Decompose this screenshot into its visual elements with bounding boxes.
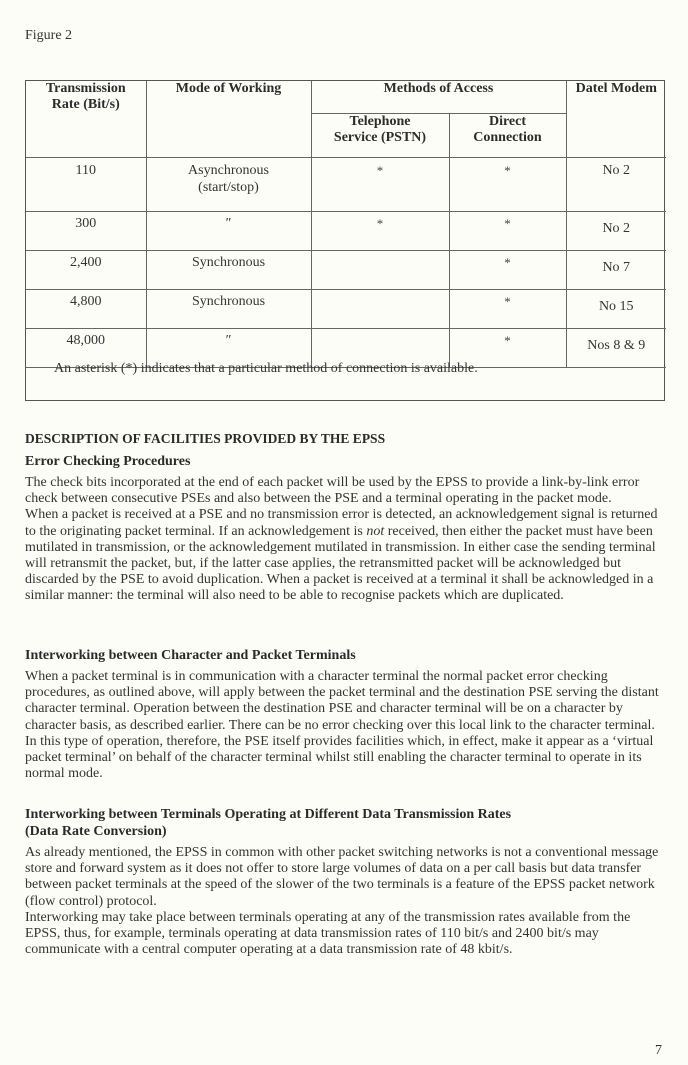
header-direct-connection [449, 114, 566, 158]
paragraph: As already mentioned, the EPSS in common with other packet switching networks is not a conventional message store and forward system as it does not offer to store large volumes of data on a per call basis but data transfer between packet terminals at the speed of the slower of the two terminals is a feature of the EPSS packet network (flow control) protocol. [25, 845, 659, 909]
cell-rate: 110 [26, 158, 146, 212]
header-rate-line1: Transmission [45, 81, 126, 96]
figure-label: Figure 2 [25, 28, 73, 43]
main-heading: DESCRIPTION OF FACILITIES PROVIDED BY THE EPSS [25, 431, 386, 446]
section-body [25, 669, 665, 782]
cell-rate: 2,400 [26, 251, 146, 290]
header-transmission-rate [26, 81, 146, 158]
section-data-rate-conversion [25, 806, 665, 958]
table-footnote: An asterisk (*) indicates that a particular method of connection is available. [54, 361, 478, 376]
section-heading: Interworking between Character and Packet Terminals [25, 648, 356, 663]
section-body [25, 475, 665, 605]
cell-mode: ″ [146, 212, 311, 251]
cell-direct: * [449, 290, 566, 329]
header-telephone-line1: Telephone [349, 114, 411, 129]
section-heading-line2: (Data Rate Conversion) [25, 824, 167, 839]
emphasis-text: not [366, 523, 385, 539]
cell-mode [146, 158, 311, 212]
cell-datel: Nos 8 & 9 [566, 329, 666, 368]
cell-datel: No 7 [566, 251, 666, 290]
header-rate-line2: Rate (Bit/s) [51, 97, 120, 112]
paragraph-text: When a packet is received at a PSE and no transmission error is detected, an acknowledgement signal is returned to the originating packet terminal. If an acknowledgement is [25, 507, 658, 539]
header-datel-modem: Datel Modem [566, 81, 666, 158]
access-table-grid [26, 81, 666, 368]
paragraph [25, 507, 665, 604]
cell-telephone: * [311, 212, 449, 251]
cell-mode-line1: Asynchronous [188, 163, 269, 178]
cell-mode: Synchronous [146, 251, 311, 290]
paragraph: Interworking may take place between terminals operating at any of the transmission rates available from the EPSS, thus, for example, terminals operating at data transmission rates of 110 bit/s and 2400 bit/s may communicate with a central computer operating at a data transmission rate of 48 kbit/s. [25, 909, 631, 958]
section-error-checking [25, 453, 665, 605]
cell-direct: * [449, 329, 566, 368]
section-heading: Error Checking Procedures [25, 454, 191, 469]
header-telephone-service [311, 114, 449, 158]
paragraph: When a packet terminal is in communication with a character terminal the normal packet error checking procedures, as outlined above, will apply between the packet terminal and the destination PSE serving the distant character terminal. Operation between the destination PSE and character terminal will be on a character by character basis, as described earlier. There can be no error checking over this local link to the character terminal. [25, 669, 659, 733]
cell-rate: 300 [26, 212, 146, 251]
cell-rate: 48,000 [26, 329, 146, 368]
cell-telephone [311, 251, 449, 290]
section-character-packet [25, 647, 665, 782]
cell-direct: * [449, 212, 566, 251]
cell-mode: ″ [146, 329, 311, 368]
paragraph: In this type of operation, therefore, the PSE itself provides facilities which, in effect, make it appear as a ‘virtual packet terminal’ on behalf of the character terminal whilst still enabling the character terminal to operate in its normal mode. [25, 733, 654, 782]
header-mode-of-working: Mode of Working [146, 81, 311, 158]
cell-datel: No 2 [566, 158, 666, 212]
cell-mode: Synchronous [146, 290, 311, 329]
section-heading: Interworking between Terminals Operating at Different Data Transmission Rates [25, 807, 512, 822]
paragraph: The check bits incorporated at the end of each packet will be used by the EPSS to provide a link-by-link error check between consecutive PSEs and also between the PSE and a terminal operating in the packet mode. [25, 475, 640, 507]
cell-direct: * [449, 251, 566, 290]
cell-datel: No 2 [566, 212, 666, 251]
header-methods-of-access: Methods of Access [311, 81, 566, 114]
section-body [25, 845, 665, 958]
header-direct-line2: Connection [473, 130, 542, 145]
cell-telephone [311, 290, 449, 329]
cell-mode-line2: (start/stop) [198, 180, 259, 195]
table-row [26, 290, 666, 329]
cell-direct: * [449, 158, 566, 212]
header-direct-line1: Direct [488, 114, 527, 129]
header-telephone-line2: Service (PSTN) [333, 130, 427, 145]
table-row [26, 251, 666, 290]
page-number: 7 [655, 1043, 662, 1058]
table-row [26, 158, 666, 212]
access-methods-table [25, 80, 665, 401]
cell-datel: No 15 [566, 290, 666, 329]
cell-rate: 4,800 [26, 290, 146, 329]
table-row [26, 212, 666, 251]
cell-telephone: * [311, 158, 449, 212]
paragraph-text: received, then either the packet must have been mutilated in transmission, or the acknowledgement mutilated in transmission. In either case the sending terminal will retransmit the packet, but, if the latter case applies, the retransmitted packet will be acknowledged but discarded by the PSE to avoid duplication. When a packet is received at a terminal it shall be acknowledged in a similar manner: the terminal will also need to be able to recognise packets which are duplicated. [25, 523, 656, 604]
